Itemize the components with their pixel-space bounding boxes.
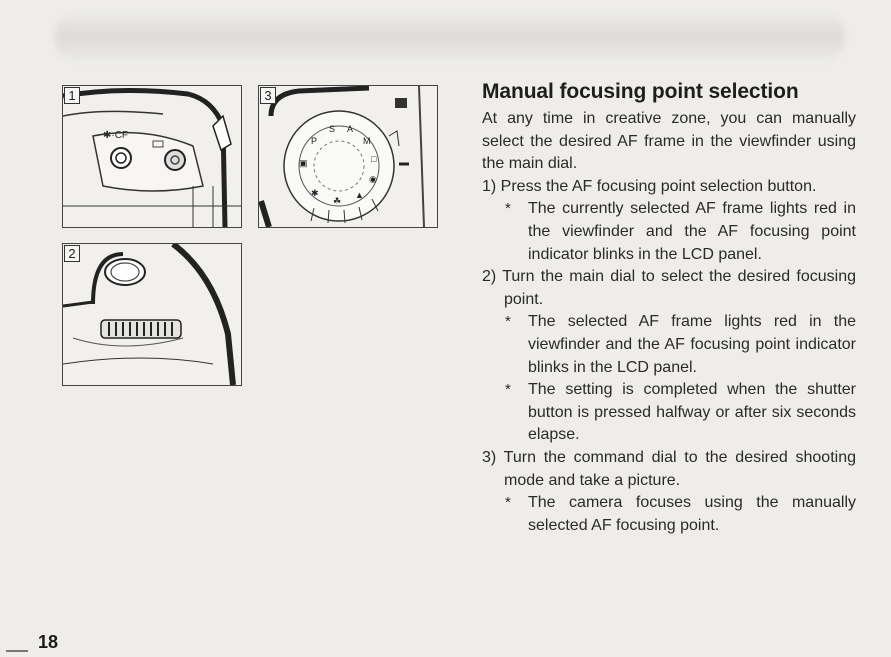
section-title: Manual focusing point selection: [482, 80, 799, 103]
figure-1-camera-buttons: [62, 85, 242, 228]
main-dial-illustration: [63, 244, 241, 385]
figure-number: 3: [260, 87, 276, 104]
intro-paragraph: At any time in creative zone, you can manually select the desired AF frame in the viewfinder using the main dial.: [482, 110, 856, 173]
figure-2-main-dial: [62, 243, 242, 386]
svg-text:M: M: [363, 136, 371, 146]
step-2-note-1: * The selected AF frame lights red in the viewfinder and the AF focusing point indicator blinks in the LCD panel.: [505, 313, 856, 376]
svg-text:S: S: [329, 124, 336, 134]
button-label: ✱·CF: [103, 130, 129, 141]
svg-text:□: □: [371, 154, 377, 164]
step-3-note-1: * The camera focuses using the manually selected AF focusing point.: [505, 494, 856, 534]
step-3: 3) Turn the command dial to the desired shooting mode and take a picture.: [482, 448, 856, 489]
figure-number: 1: [64, 87, 80, 104]
figure-number: 2: [64, 245, 80, 262]
step-2: 2) Turn the main dial to select the desired focusing point.: [482, 268, 856, 308]
step-1: 1) Press the AF focusing point selection button.: [482, 177, 817, 195]
step-1-note-1: * The currently selected AF frame lights red in the viewfinder and the AF focusing point indicator blinks in the LCD panel.: [505, 200, 856, 263]
svg-text:A: A: [347, 124, 354, 134]
mode-dial-illustration: [259, 86, 437, 227]
note-marker: *: [505, 313, 511, 331]
page-header-band: [55, 14, 845, 60]
svg-text:☘: ☘: [333, 196, 342, 206]
figure-3-mode-dial: [258, 85, 438, 228]
svg-text:✱: ✱: [311, 188, 319, 198]
text-column: [482, 80, 856, 537]
note-marker: *: [505, 200, 511, 218]
corner-mark: [6, 650, 28, 652]
step-2-note-2: * The setting is completed when the shutter button is pressed halfway or after six seconds elapse.: [505, 381, 856, 444]
note-marker: *: [505, 494, 511, 512]
svg-text:P: P: [311, 136, 318, 146]
camera-top-illustration: [63, 86, 241, 227]
page-number: 18: [38, 632, 59, 652]
svg-text:◉: ◉: [369, 174, 377, 184]
svg-text:▣: ▣: [299, 158, 308, 168]
svg-text:▲: ▲: [355, 190, 364, 200]
note-marker: *: [505, 381, 511, 399]
